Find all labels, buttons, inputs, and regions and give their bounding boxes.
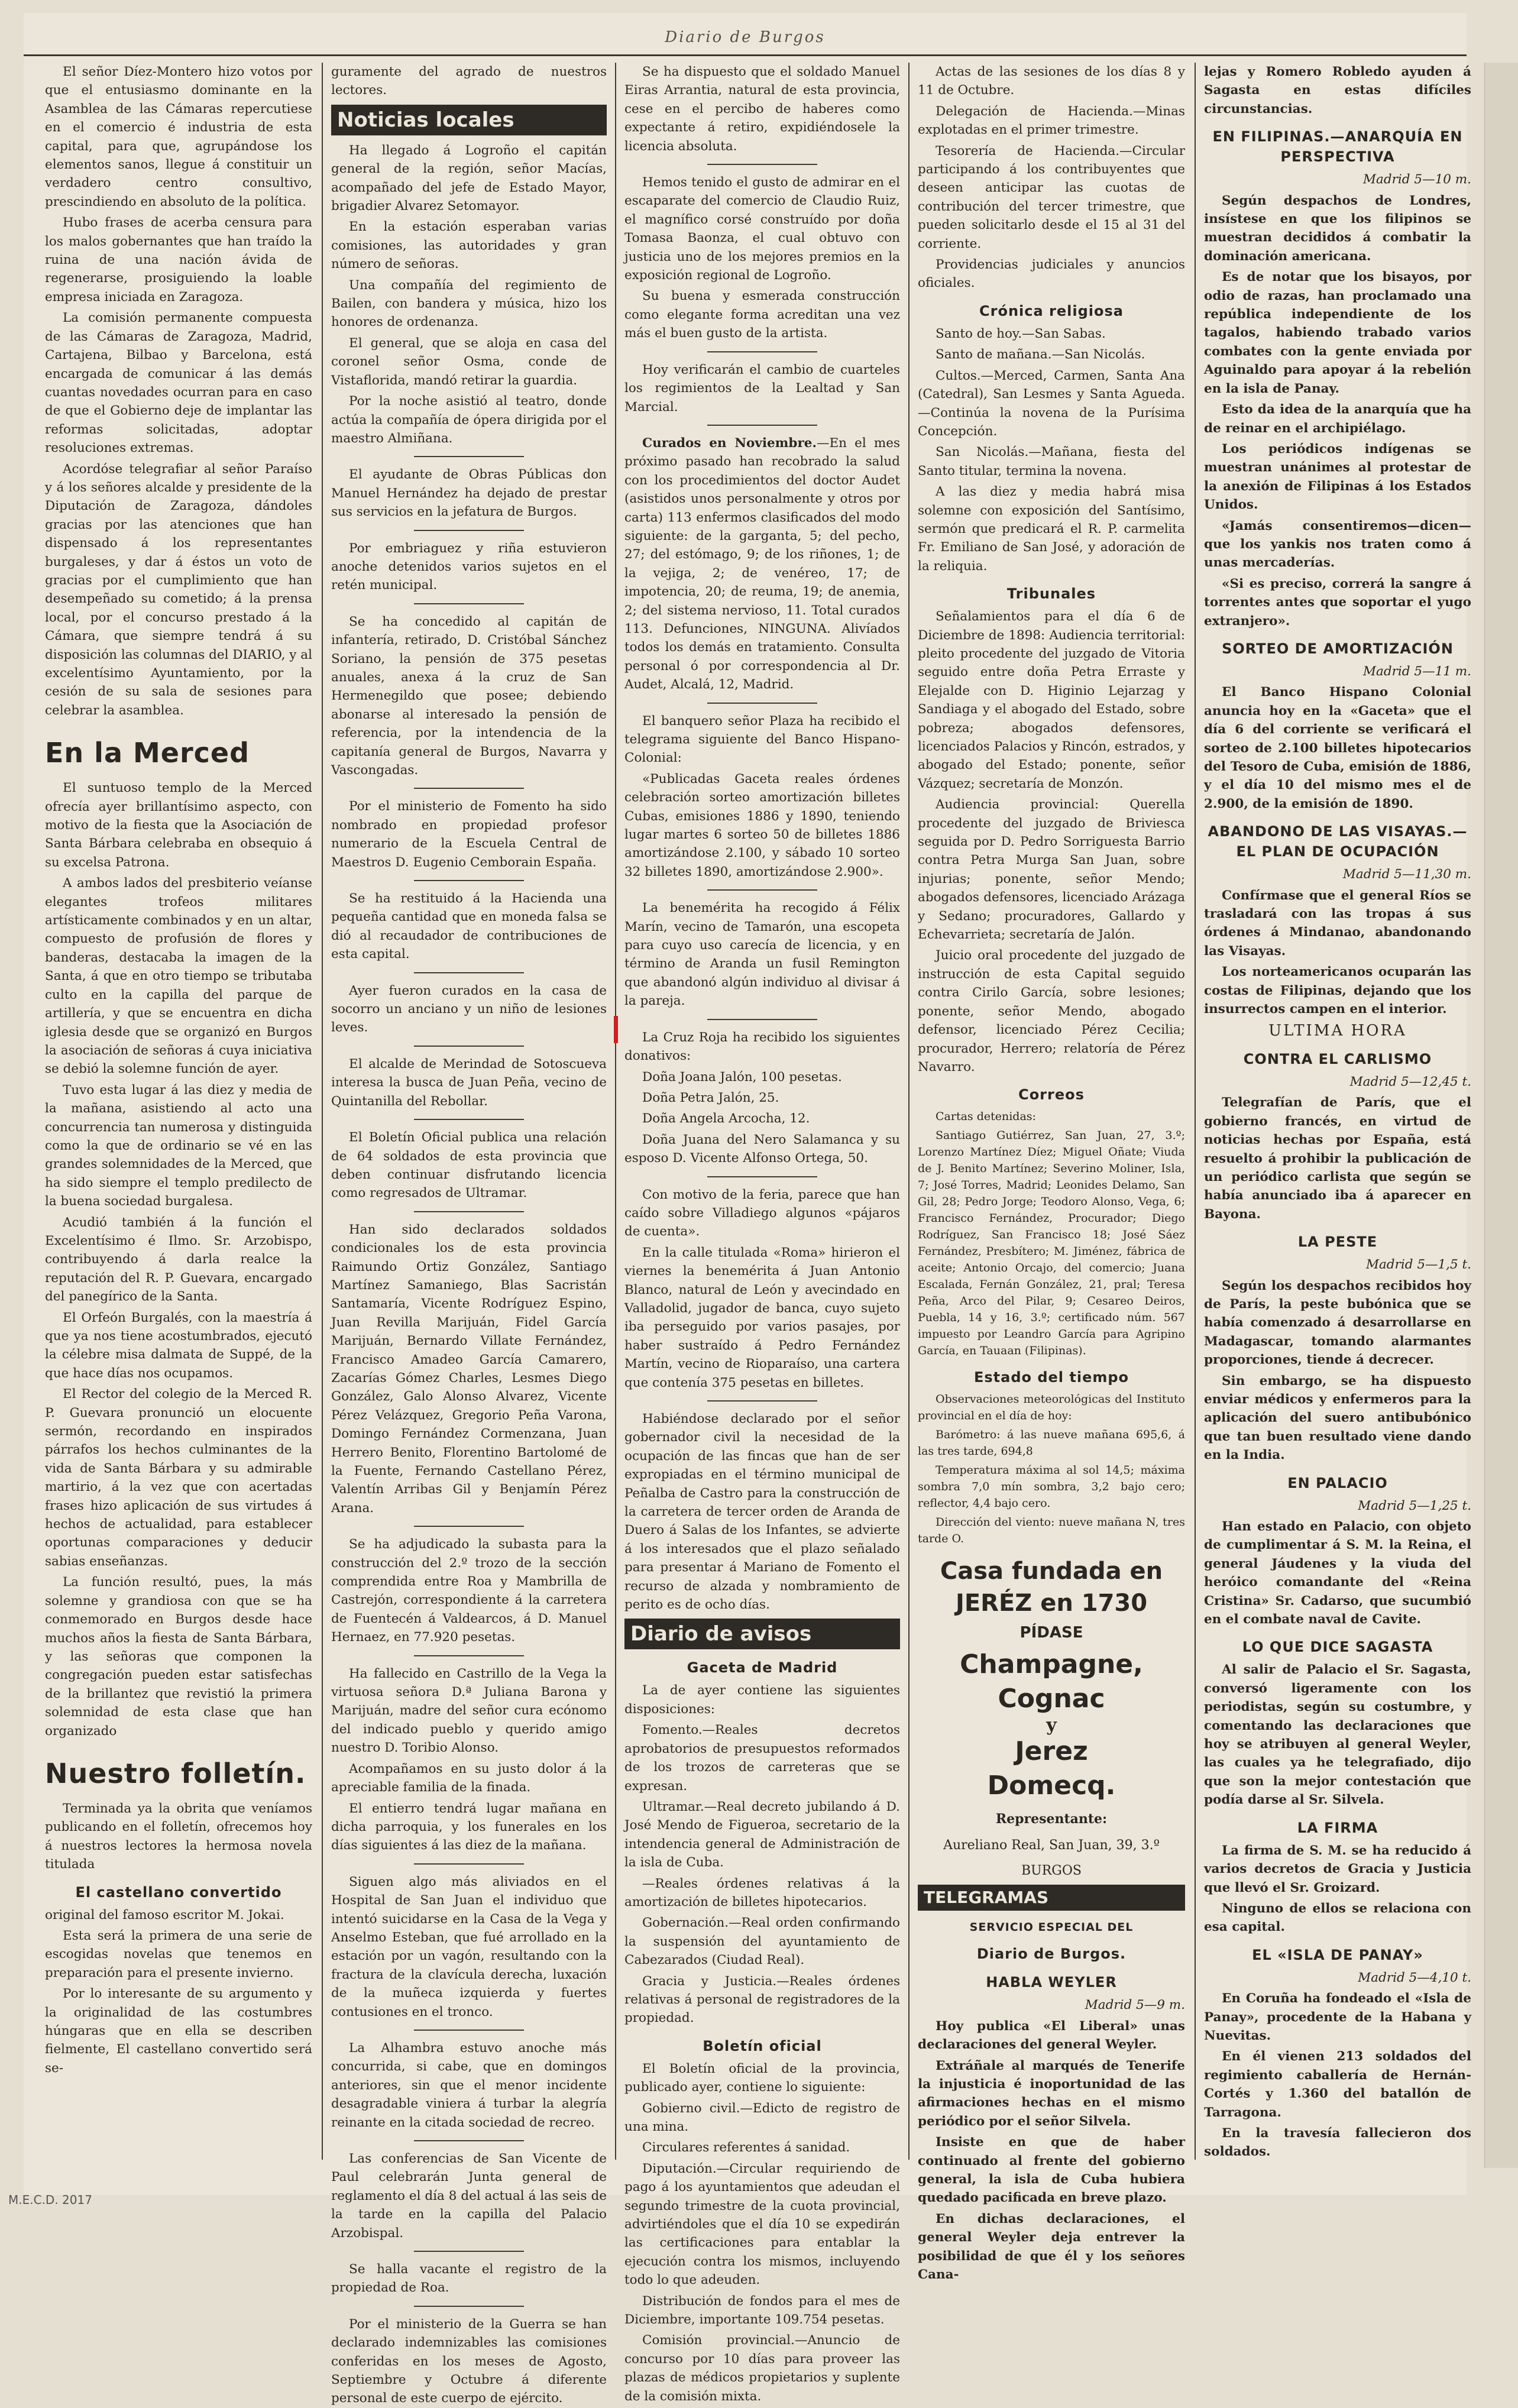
paragraph: Por embriaguez y riña estuvieron anoche detenidos varios sujetos en el retén municipal. bbox=[331, 540, 607, 593]
paragraph: Han sido declarados soldados condicionales los de esta provincia Raimundo Ortiz González, Santiago Martínez Samaniego, Blas Sacristán Santamaría, Vicente Rodríguez Espino, Juan Revilla Marijuán, Fidel García Marijuán, Bernardo Villate Fernández, Francisco Amadeo García Camarero, Zacarías Gómez Charles, Lesmes Diego González, Galo Alonso Alvarez, Vicente Pérez Velázquez, Gregorio Peña Varona, Domingo Fernández Cormenzana, Juan Herrero Benito, Florentino Bartolomé de la Fuente, Fernando Castellano Pérez, Valentín Arribas Gil y Benjamín Pérez Arana. bbox=[331, 1222, 607, 1516]
paragraph: Distribución de fondos para el mes de Diciembre, importante 109.754 pesetas. bbox=[624, 2293, 900, 2328]
lead-in: Curados en Noviembre. bbox=[642, 435, 817, 451]
paragraph: La función resultó, pues, la más solemne y grandiosa con que se ha conmemorado en Burgos desde hace muchos años la fiesta de Santa Bárbara, y las señoras que componen la congregación pueden estar satisfechas de la brillantez que revistió la primera solemnidad de esta clase que han organizado bbox=[45, 1575, 312, 1739]
footer-credit: M.E.C.D. 2017 bbox=[8, 2193, 92, 2207]
paragraph: Por la noche asistió al teatro, donde actúa la compañía de ópera dirigida por el maestro Almiñana. bbox=[331, 394, 607, 446]
ad-city: BURGOS bbox=[1021, 1863, 1082, 1878]
separator bbox=[414, 1046, 524, 1047]
paragraph: El banquero señor Plaza ha recibido el telegrama siguiente del Banco Hispano-Colonial: bbox=[624, 713, 900, 766]
paragraph: Es de notar que los bisayos, por odio de razas, han proclamado una república independiente de los tagalos, habiendo trabado varios combates con la gente enviada por Aguinaldo para apoyar á la rebelión en la isla de Panay. bbox=[1204, 270, 1471, 396]
separator bbox=[707, 1176, 817, 1177]
separator bbox=[707, 425, 817, 426]
paragraph: Gobierno civil.—Edicto de registro de una mina. bbox=[624, 2100, 900, 2134]
separator bbox=[414, 1211, 524, 1212]
paragraph: Confírmase que el general Ríos se trasladará con las tropas á sus órdenes á Mindanao, abandonando las Visayas. bbox=[1204, 888, 1471, 959]
paragraph: Se halla vacante el registro de la propiedad de Roa. bbox=[331, 2262, 607, 2296]
paragraph: Terminada ya la obrita que veníamos publicando en el folletín, ofrecemos hoy á nuestros lectores la hermosa novela titulada bbox=[45, 1801, 312, 1872]
separator bbox=[414, 530, 524, 531]
separator bbox=[707, 1400, 817, 1402]
paragraph: Según despachos de Londres, insístese en que los filipinos se muestran decididos á combatir la dominación americana. bbox=[1204, 193, 1471, 264]
paragraph: Providencias judiciales y anuncios oficiales. bbox=[918, 257, 1185, 291]
paragraph: Por el ministerio de la Guerra se han declarado indemnizables las comisiones conferidas en los meses de Agosto, Septiembre y Octubre á diferente personal de este cuerpo de ejército. bbox=[331, 2316, 607, 2406]
paragraph: Hemos tenido el gusto de admirar en el escaparate del comercio de Claudio Ruiz, el magnífico corsé construído por doña Tomasa Baonza, el cual obtuvo con justicia uno de los mejores premios en la exposición regional de Logroño. bbox=[624, 175, 900, 283]
advertisement-domecq bbox=[918, 1555, 1185, 1880]
ultima-hora: ULTIMA HORA bbox=[1268, 1022, 1407, 1040]
dateline: Madrid 5—1,25 t. bbox=[1358, 1498, 1471, 1513]
paragraph: Gobernación.—Real orden confirmando la suspensión del ayuntamiento de Cabezarados (Ciudad Real). bbox=[624, 1915, 900, 1968]
paragraph: El Orfeón Burgalés, con la maestría á que ya nos tiene acostumbrados, ejecutó la célebre misa dalmata de Suppé, de la que hace días nos ocupamos. bbox=[45, 1310, 312, 1381]
separator bbox=[707, 889, 817, 891]
paragraph: Su buena y esmerada construcción como elegante forma acreditan una vez más el buen gusto de la artista. bbox=[624, 289, 900, 341]
paragraph: «Jamás consentiremos—dicen—que los yankis nos traten como á unas mercaderías. bbox=[1204, 518, 1471, 571]
separator bbox=[414, 1655, 524, 1656]
paragraph: Delegación de Hacienda.—Minas explotadas en el primer trimestre. bbox=[918, 103, 1185, 138]
ad-founded: Casa fundada en JERÉZ en 1730 bbox=[940, 1558, 1163, 1617]
donation-line: Doña Petra Jalón, 25. bbox=[642, 1090, 779, 1105]
separator bbox=[414, 1863, 524, 1865]
subhead-palacio: EN PALACIO bbox=[1287, 1474, 1388, 1491]
paragraph: Ultramar.—Real decreto jubilando á D. José Mendo de Figueroa, secretario de la intendencia general de Administración de la isla de Cuba. bbox=[624, 1799, 900, 1870]
paragraph: La Alhambra estuvo anoche más concurrida, si cabe, que en domingos anteriores, sin que el menor incidente desagradable viniera á turbar la alegría reinante en la citada sociedad de recreo. bbox=[331, 2040, 607, 2130]
body-text: —En el mes próximo pasado han recobrado la salud con los procedimientos del doctor Audet (asistidos unos personalmente y otros por carta) 113 enfermos clasificados del modo siguiente: de la garganta, 5; del pecho, 27; del estómago, 9; de los riñones, 1; de la vejiga, 2; de venéreo, 17; de impotencia, 20; de reuma, 19; de anemia, 2; del sistema nervioso, 11. Total curados 113. Defunciones, NINGUNA. Alivíados todos los demás en tratamiento. Consulta personal ó por correspondencia al Dr. Audet, Alcalá, 12, Madrid. bbox=[624, 435, 900, 692]
ad-representative: Aureliano Real, San Juan, 39, 3.º bbox=[943, 1837, 1160, 1853]
paragraph: En él vienen 213 soldados del regimiento caballería de Hernán-Cortés y 1.360 del batallón de Tarragona. bbox=[1204, 2049, 1471, 2120]
paragraph: Observaciones meteorológicas del Instituto provincial en el día de hoy: bbox=[918, 1393, 1185, 1423]
ad-jerez: Jerez bbox=[1015, 1736, 1088, 1767]
telegram-paper: Diario de Burgos. bbox=[976, 1946, 1127, 1963]
paragraph: Los norteamericanos ocuparán las costas de Filipinas, dejando que los insurrectos campen en el interior. bbox=[1204, 965, 1471, 1017]
separator bbox=[707, 703, 817, 704]
separator bbox=[707, 1019, 817, 1020]
paragraph: El entierro tendrá lugar mañana en dicha parroquia, y los funerales en los días siguientes á las diez de la mañana. bbox=[331, 1801, 607, 1853]
paragraph: El alcalde de Merindad de Sotoscueva interesa la busca de Juan Peña, vecino de Quintanilla del Rebollar. bbox=[331, 1056, 607, 1109]
paragraph: Los periódicos indígenas se muestran unánimes al protestar de la anexión de Filipinas á los Estados Unidos. bbox=[1204, 441, 1471, 513]
paragraph: Cultos.—Merced, Carmen, Santa Ana (Catedral), San Lesmes y Santa Agueda.—Continúa la novena de la Purísima Concepción. bbox=[918, 368, 1185, 439]
subhead-weyler: HABLA WEYLER bbox=[986, 1974, 1117, 1991]
subhead-carlismo: CONTRA EL CARLISMO bbox=[1243, 1050, 1432, 1067]
column-rule bbox=[615, 63, 616, 2160]
paragraph: Ayer fueron curados en la casa de socorro un anciano y un niño de lesiones leves. bbox=[331, 983, 607, 1035]
column-4 bbox=[918, 63, 1185, 2283]
paragraph: La benemérita ha recogido á Félix Marín, vecino de Tamarón, una escopeta para cuyo uso carecía de licencia, y en término de Aranda un fusil Remington que abandonó algún individuo al divisar á la pareja. bbox=[624, 901, 900, 1009]
paragraph: Sin embargo, se ha dispuesto enviar médicos y enfermeros para la aplicación del suero antibubónico que tan buen resultado viene dando en la India. bbox=[1204, 1373, 1471, 1463]
paragraph: Se ha restituido á la Hacienda una pequeña cantidad que en moneda falsa se dió al recaudador de contribuciones de esta capital. bbox=[331, 891, 607, 962]
subhead-firma: LA FIRMA bbox=[1297, 1819, 1378, 1836]
paragraph: Acordóse telegrafiar al señor Paraíso y á los señores alcalde y presidente de la Diputación de Zaragoza, dándoles gracias por las atenciones que han dispensado á los representantes burgaleses, y dar á éstos un voto de gracias por el cumplimiento que han desempeñado su cometido; á la prensa local, por el concurso prestado á la Cámara, que siempre tendrá á su disposición las columnas del DIARIO, y al excelentísimo Ayuntamiento, por la cesión de su sala de sesiones para celebrar la asamblea. bbox=[45, 461, 312, 718]
paragraph: Se ha concedido al capitán de infantería, retirado, D. Cristóbal Sánchez Soriano, la pensión de 375 pesetas anuales, anexa á la cruz de San Hermenegildo que posee; debiendo abonarse al interesado la pensión de referencia, por la intendencia de la capitanía general de Burgos, Navarra y Vascongadas. bbox=[331, 614, 607, 778]
paragraph: Barómetro: á las nueve mañana 695,6, á las tres tarde, 694,8 bbox=[918, 1428, 1185, 1458]
paragraph: Actas de las sesiones de los días 8 y 11 de Octubre. bbox=[918, 64, 1185, 98]
column-rule bbox=[322, 63, 323, 2160]
paragraph: Telegrafían de París, que el gobierno francés, en virtud de noticias hechas por España, está resuelto á prohibir la publicación de un periódico carlista que según se había anunciado iba á aparecer en Bayona. bbox=[1204, 1095, 1471, 1222]
paragraph: Circulares referentes á sanidad. bbox=[642, 2140, 850, 2155]
paragraph: El suntuoso templo de la Merced ofrecía ayer brillantísimo aspecto, con motivo de la fiesta que la Asociación de Santa Bárbara celebraba en obsequio á su excelsa Patrona. bbox=[45, 781, 312, 870]
telegram-service: SERVICIO ESPECIAL DEL bbox=[969, 1921, 1134, 1934]
paragraph: Ha fallecido en Castrillo de la Vega la virtuosa señora D.ª Juliana Barona y Marijuán, madre del señor cura ecónomo del indicado pueblo y querido amigo nuestro D. Toribio Alonso. bbox=[331, 1666, 607, 1756]
paragraph: El ayudante de Obras Públicas don Manuel Hernández ha dejado de prestar sus servicios en la jefatura de Burgos. bbox=[331, 467, 607, 520]
paragraph: Al salir de Palacio el Sr. Sagasta, conversó ligeramente con los periodistas, según su costumbre, y comentando las declaraciones que hoy se atribuyen al general Weyler, las cuales ya he telegrafiado, dijo que son la mejor contestación que podía darse al Sr. Silvela. bbox=[1204, 1662, 1471, 1808]
ad-domecq: Domecq. bbox=[987, 1771, 1116, 1801]
paragraph: La de ayer contiene las siguientes disposiciones: bbox=[624, 1683, 900, 1717]
ad-representative-label: Representante: bbox=[995, 1811, 1108, 1827]
separator bbox=[414, 2030, 524, 2031]
paragraph: Con motivo de la feria, parece que han caído sobre Villadiego algunos «pájaros de cuenta». bbox=[624, 1187, 900, 1239]
paragraph: Las conferencias de San Vicente de Paul celebrarán Junta general de reglamento el día 8 del actual á las seis de la tarde en la capilla del Palacio Arzobispal. bbox=[331, 2151, 607, 2241]
separator bbox=[414, 2140, 524, 2141]
dateline: Madrid 5—4,10 t. bbox=[1358, 1970, 1471, 1985]
separator bbox=[414, 1119, 524, 1120]
dateline: Madrid 5—12,45 t. bbox=[1349, 1074, 1471, 1089]
column-rule bbox=[908, 63, 909, 2160]
paragraph: Santo de mañana.—San Nicolás. bbox=[936, 347, 1145, 363]
paragraph: Hoy verificarán el cambio de cuarteles los regimientos de la Lealtad y San Marcial. bbox=[624, 362, 900, 415]
ad-champagne: Champagne, bbox=[960, 1649, 1143, 1679]
subhead-cronica: Crónica religiosa bbox=[979, 302, 1124, 319]
subhead-boletin: Boletín oficial bbox=[703, 2037, 822, 2054]
separator bbox=[414, 880, 524, 881]
paragraph: Han estado en Palacio, con objeto de cumplimentar á S. M. la Reina, el general Jáudenes y la viuda del heróico comandante del «Reina Cristina» Sr. Cadarso, que sucumbió en el combate naval de Cavite. bbox=[1204, 1519, 1471, 1627]
dateline: Madrid 5—1,5 t. bbox=[1365, 1257, 1471, 1273]
subhead-panay: EL «ISLA DE PANAY» bbox=[1252, 1946, 1423, 1963]
paragraph: El Banco Hispano Colonial anuncia hoy en la «Gaceta» que el día 6 del corriente se verificará el sorteo de 2.100 billetes hipotecarios del Tesoro de Cuba, emisión de 1886, y el día 10 del mismo mes el de 2.900, de la emisión de 1890. bbox=[1204, 685, 1471, 811]
paragraph: El Boletín oficial de la provincia, publicado ayer, contiene lo siguiente: bbox=[624, 2061, 900, 2095]
paragraph: En la calle titulada «Roma» hirieron el viernes la benemérita á Juan Antonio Blanco, natural de León y avecindado en Valladolid, jugador de banca, cuyo sujeto iba perseguido por varios pasajes, por haber sustraído á Pedro Fernández Martín, vecino de Rioparaíso, una cartera que contenía 375 pesetas en billetes. bbox=[624, 1245, 900, 1390]
ad-ask: PÍDASE bbox=[1019, 1624, 1083, 1642]
paragraph: Tesorería de Hacienda.—Circular participando á los contribuyentes que deseen anticipar las cuotas de contribución del tercer trimestre, que pueden solicitarlo desde el 15 al 31 del corriente. bbox=[918, 143, 1185, 251]
paragraph: Ninguno de ellos se relaciona con esa capital. bbox=[1204, 1901, 1471, 1935]
paragraph: Extráñale al marqués de Tenerife la injusticia é inoportunidad de las afirmaciones hechas en el mismo periódico por el señor Silvela. bbox=[918, 2058, 1185, 2129]
paragraph: Gracia y Justicia.—Reales órdenes relativas á personal de registradores de la propiedad. bbox=[624, 1973, 900, 2026]
subhead-filipinas: EN FILIPINAS.—ANARQUÍA EN PERSPECTIVA bbox=[1212, 128, 1463, 166]
paragraph: El general, que se aloja en casa del coronel señor Osma, conde de Vistaflorida, mandó retirar la guardia. bbox=[331, 335, 607, 388]
column-5 bbox=[1204, 63, 1471, 2160]
paragraph: A las diez y media habrá misa solemne con exposición del Santísimo, sermón que predicará el R. P. carmelita Fr. Emiliano de San José, y adoración de la reliquia. bbox=[918, 484, 1185, 574]
column-2 bbox=[331, 63, 607, 2406]
dateline: Madrid 5—10 m. bbox=[1363, 172, 1471, 187]
novel-title: El castellano convertido bbox=[75, 1883, 282, 1901]
paragraph: «Publicadas Gaceta reales órdenes celebración sorteo amortización billetes Cubas, emisiones 1886 y 1890, teniendo lugar martes 6 sorteo 50 de billetes 1886 amortizándose 2.100, y sábado 10 sorteo 32 billetes 1890, amortizándose 2.900». bbox=[624, 771, 900, 879]
dateline: Madrid 5—9 m. bbox=[1085, 1998, 1185, 2013]
subhead-sorteo: SORTEO DE AMORTIZACIÓN bbox=[1222, 640, 1454, 657]
paragraph: Temperatura máxima al sol 14,5; máxima sombra 7,0 mín sombra, 3,2 bajo cero; reflector, 4,4 bajo cero. bbox=[918, 1464, 1185, 1510]
paragraph: Por el ministerio de Fomento ha sido nombrado en propiedad profesor numerario de la Escuela Central de Maestros D. Eugenio Cemborain España. bbox=[331, 799, 607, 870]
separator bbox=[414, 2251, 524, 2252]
paragraph: «Si es preciso, correrá la sangre á torrentes antes que soportar el yugo extranjero». bbox=[1204, 576, 1471, 629]
paragraph: A ambos lados del presbiterio veíanse elegantes trofeos militares artísticamente combinados y en un altar, compuesto de profusión de flores y banderas, destacaba la imagen de la Santa, á que en otro tiempo se tributaba culto en la capilla del parque de artillería, y que se encuentra en dicha iglesia desde que se organizó en Burgos la asociación de señoras á cuya iniciativa se debió la solemne función de ayer. bbox=[45, 876, 312, 1077]
headline-merced: En la Merced bbox=[45, 737, 250, 769]
paragraph: Cartas detenidas: bbox=[936, 1110, 1036, 1124]
donation-line: Doña Joana Jalón, 100 pesetas. bbox=[642, 1069, 842, 1085]
paragraph: Siguen algo más aliviados en el Hospital de San Juan el individuo que intentó suicidarse en la Casa de la Vega y Anselmo Esteban, que fué arrollado en la estación por un vagón, resultando con la fractura de la clavícula derecha, luxación de la muñeca izquierda y fuertes contusiones en el tronco. bbox=[331, 1874, 607, 2019]
subhead-peste: LA PESTE bbox=[1297, 1234, 1378, 1251]
section-banner-noticias: Noticias locales bbox=[331, 105, 607, 135]
paragraph: Ha llegado á Logroño el capitán general de la región, señor Macías, acompañado del jefe de Estado Mayor, brigadier Alvarez Setomayor. bbox=[331, 143, 607, 214]
ad-cognac: Cognac bbox=[998, 1683, 1105, 1714]
paragraph: Se ha dispuesto que el soldado Manuel Eiras Arrantia, natural de esta provincia, cese en el percibo de haberes como expectante á retiro, expidiéndosele la licencia absoluta. bbox=[624, 64, 900, 154]
subhead-correos: Correos bbox=[1018, 1086, 1085, 1103]
paragraph: Juicio oral procedente del juzgado de instrucción de esta Capital seguido contra Cirilo García, sobre lesiones; ponente, señor Mendo, abogado defensor, licenciado Pérez Cecilia; procurador, Herrero; relatoría de Pérez Navarro. bbox=[918, 948, 1185, 1074]
donation-line: Doña Juana del Nero Salamanca y su esposo D. Vicente Alfonso Ortega, 50. bbox=[624, 1132, 900, 1166]
subhead-visayas: ABANDONO DE LAS VISAYAS.—EL PLAN DE OCUPACIÓN bbox=[1208, 823, 1468, 860]
column-rule bbox=[1195, 63, 1196, 2160]
paragraph: Diputación.—Circular requiriendo de pago á los ayuntamientos que adeudan el segundo trimestre de la cuota provincial, advirtiéndoles que el día 10 se expedirán las certificaciones para entablar la ejecución contra los mismos, incluyendo todo lo que adeuden. bbox=[624, 2161, 900, 2288]
paragraph: Dirección del viento: nueve mañana N, tres tarde O. bbox=[918, 1516, 1185, 1546]
paragraph: Comisión provincial.—Anuncio de concurso por 10 días para proveer las plazas de médicos propietarios y suplente de la comisión mixta. bbox=[624, 2333, 900, 2404]
paragraph bbox=[624, 434, 900, 694]
paragraph: En dichas declaraciones, el general Weyler deja entrever la posibilidad de que él y los señores Cana- bbox=[918, 2211, 1185, 2283]
headline-folletin: Nuestro folletín. bbox=[45, 1757, 306, 1789]
paragraph: Santo de hoy.—San Sabas. bbox=[936, 326, 1106, 341]
paragraph: guramente del agrado de nuestros lectores. bbox=[331, 64, 607, 98]
separator bbox=[707, 164, 817, 165]
separator bbox=[414, 603, 524, 604]
paragraph: Habiéndose declarado por el señor gobernador civil la necesidad de la ocupación de las fincas que han de ser expropiadas en el término municipal de Peñalba de Castro para la construcción de la carretera de tercer orden de Aranda de Duero á Salas de los Infantes, se advierte á los interesados que el plazo señalado para presentar á Mariano de Fomento el recurso de alzada y nombramiento de perito es de ocho días. bbox=[624, 1412, 900, 1613]
separator bbox=[414, 972, 524, 973]
adjacent-page-edge bbox=[1484, 63, 1518, 2168]
separator bbox=[414, 1526, 524, 1527]
paragraph: Tuvo esta lugar á las diez y media de la mañana, asistiendo al acto una concurrencia tan numerosa y distinguida como la que de ordinario se vé en las grandes solemnidades de la Merced, que ha sido siempre el templo predilecto de la buena sociedad burgalesa. bbox=[45, 1082, 312, 1209]
paragraph: Por lo interesante de su argumento y la originalidad de las costumbres húngaras que en ella se describen fielmente, El castellano convertido será se- bbox=[45, 1986, 312, 2076]
masthead-title: Diario de Burgos bbox=[665, 28, 826, 46]
paragraph: Se ha adjudicado la subasta para la construcción del 2.º trozo de la sección comprendida entre Roa y Mambrilla de Castrejón, correspondiente á la carretera de Fuentecén á Valdearcos, á D. Manuel Hernaez, en 77.920 pesetas. bbox=[331, 1537, 607, 1645]
paragraph: Santiago Gutiérrez, San Juan, 27, 3.º; Lorenzo Martínez Díez; Miguel Oñate; Viuda de J. Benito Martínez; Severino Moliner, Isla, 7; José Torres, Madrid; Leonides Delamo, San Gil, 28; Pedro Jorge; Teodoro Alonso, Vega, 6; Francisco Fernández, Procurador; Diego Rodríguez, San Francisco 18; José Sáez Fernández, Presbítero; M. Jiménez, fábrica de aceite; Antonio Orcajo, del comercio; Juana Escalada, Fernán González, 21, pral; Teresa Peña, Arco del Pilar, 9; Cesareo Deiros, Puebla, 14 y 16, 3.º; certificado núm. 567 impuesto por Leandro García para Agripino García, en Tauaan (Filipinas). bbox=[918, 1129, 1185, 1358]
paragraph: La firma de S. M. se ha reducido á varios decretos de Gracia y Justicia que llevó el Sr. Groizard. bbox=[1204, 1843, 1471, 1895]
separator bbox=[707, 351, 817, 352]
masthead bbox=[24, 25, 1467, 56]
paragraph: Acompañamos en su justo dolor á la apreciable familia de la finada. bbox=[331, 1761, 607, 1795]
paragraph: original del famoso escritor M. Jokai. bbox=[45, 1907, 284, 1922]
paragraph: El Rector del colegio de la Merced R. P. Guevara pronunció un elocuente sermón, recordando en inspirados párrafos los hechos culminantes de la vida de Santa Bárbara y su admirable martirio, á la vez que con acertadas frases hizo aplicación de sus virtudes á hechos de actualidad, para establecer oportunas comparaciones y deducir sabias enseñanzas. bbox=[45, 1387, 312, 1569]
section-banner-diario-avisos: Diario de avisos bbox=[624, 1619, 900, 1649]
paragraph: Fomento.—Reales decretos aprobatorios de presupuestos reformados de los trozos de carreteras que se expresan. bbox=[624, 1723, 900, 1794]
paragraph: El Boletín Oficial publica una relación de 64 soldados de esta provincia que deben continuar disfrutando licencia como regresados de Ultramar. bbox=[331, 1130, 607, 1201]
column-3 bbox=[624, 63, 900, 2404]
paragraph: La comisión permanente compuesta de las Cámaras de Zaragoza, Madrid, Cartajena, Bilbao y Barcelona, está encargada de comunicar á las demás cuantas novedades ocurran para en caso de que el Gobierno deje de implantar las reformas solicitadas, adoptar resoluciones extremas. bbox=[45, 310, 312, 456]
separator bbox=[414, 2306, 524, 2307]
section-banner-telegramas: TELEGRAMAS bbox=[918, 1885, 1185, 1911]
paragraph: Audiencia provincial: Querella procedente del juzgado de Briviesca seguida por D. Pedro Sorriguesta Barrio contra Petra Murga San Juan, sobre injurias; ponente, señor Mendo; abogados defensores, licenciado Arázaga y Sedano; procuradores, Gallardo y Echevarrieta; secretaría de Jalón. bbox=[918, 797, 1185, 943]
paragraph: En Coruña ha fondeado el «Isla de Panay», procedente de la Habana y Nuevitas. bbox=[1204, 1991, 1471, 2043]
paragraph: San Nicolás.—Mañana, fiesta del Santo titular, termina la novena. bbox=[918, 445, 1185, 478]
paragraph: En la estación esperaban varias comisiones, las autoridades y gran número de señoras. bbox=[331, 219, 607, 272]
paragraph: El señor Díez-Montero hizo votos por que el entusiasmo dominante en la Asamblea de las Cámaras repercutiese en el comercio é industria de esta capital, para que, agrupándose los elementos sanos, llegue á constituir un verdadero centro consultivo, prescindiendo en absoluto de la política. bbox=[45, 64, 312, 209]
paragraph: La Cruz Roja ha recibido los siguientes donativos: bbox=[624, 1030, 900, 1064]
column-1 bbox=[45, 63, 312, 2160]
paragraph: Hubo frases de acerba censura para los malos gobernantes que han traído la ruina de una nación ávida de regenerarse, prosiguiendo la loable empresa iniciada en Zaragoza. bbox=[45, 215, 312, 305]
separator bbox=[414, 788, 524, 789]
paragraph: Acudió también á la función el Excelentísimo é Ilmo. Sr. Arzobispo, contribuyendo á darla realce la reputación del R. P. Guevara, encargado del panegírico de la Santa. bbox=[45, 1215, 312, 1305]
paragraph: Esta será la primera de una serie de escogidas novelas que tenemos en preparación para el presente invierno. bbox=[45, 1928, 312, 1980]
paragraph: En la travesía fallecieron dos soldados. bbox=[1204, 2125, 1471, 2160]
paragraph: Una compañía del regimiento de Bailen, con bandera y música, hizo los honores de ordenanza. bbox=[331, 277, 607, 330]
paragraph: Hoy publica «El Liberal» unas declaraciones del general Weyler. bbox=[918, 2018, 1185, 2053]
paragraph: Según los despachos recibidos hoy de París, la peste bubónica que se había comenzado á desarrollarse en Madagascar, tomando alarmantes proporciones, tiende á decrecer. bbox=[1204, 1278, 1471, 1368]
donation-line: Doña Angela Arcocha, 12. bbox=[642, 1111, 810, 1127]
dateline: Madrid 5—11 m. bbox=[1363, 664, 1471, 679]
paragraph: Señalamientos para el día 6 de Diciembre de 1898: Audiencia territorial: pleito procedente del juzgado de Vitoria seguido entre doña Petra Erraste y Elejalde con D. Higinio Lejarzag y Sandiaga y el abogado del Estado, sobre pobreza; abogados defensores, licenciados Palacios y Rincón, estrados, y abogado del Estado; ponente, señor Vázquez; secretaría de Monzón. bbox=[918, 609, 1185, 791]
red-margin-mark bbox=[614, 1016, 618, 1043]
subhead-tiempo: Estado del tiempo bbox=[973, 1369, 1129, 1386]
subhead-tribunales: Tribunales bbox=[1006, 585, 1096, 603]
ad-and: y bbox=[1046, 1714, 1057, 1736]
subhead-gaceta: Gaceta de Madrid bbox=[687, 1659, 838, 1676]
paragraph: lejas y Romero Robledo ayuden á Sagasta en estas difíciles circunstancias. bbox=[1204, 64, 1471, 116]
paragraph: —Reales órdenes relativas á la amortización de billetes hipotecarios. bbox=[624, 1876, 900, 1909]
separator bbox=[414, 456, 524, 457]
subhead-sagasta: LO QUE DICE SAGASTA bbox=[1242, 1639, 1433, 1656]
paragraph: Insiste en que de haber continuado al frente del gobierno general, la isla de Cuba hubiera quedado pacificada en breve plazo. bbox=[918, 2135, 1185, 2206]
paragraph: Esto da idea de la anarquía que ha de reinar en el archipiélago. bbox=[1204, 402, 1471, 436]
dateline: Madrid 5—11,30 m. bbox=[1342, 867, 1471, 882]
